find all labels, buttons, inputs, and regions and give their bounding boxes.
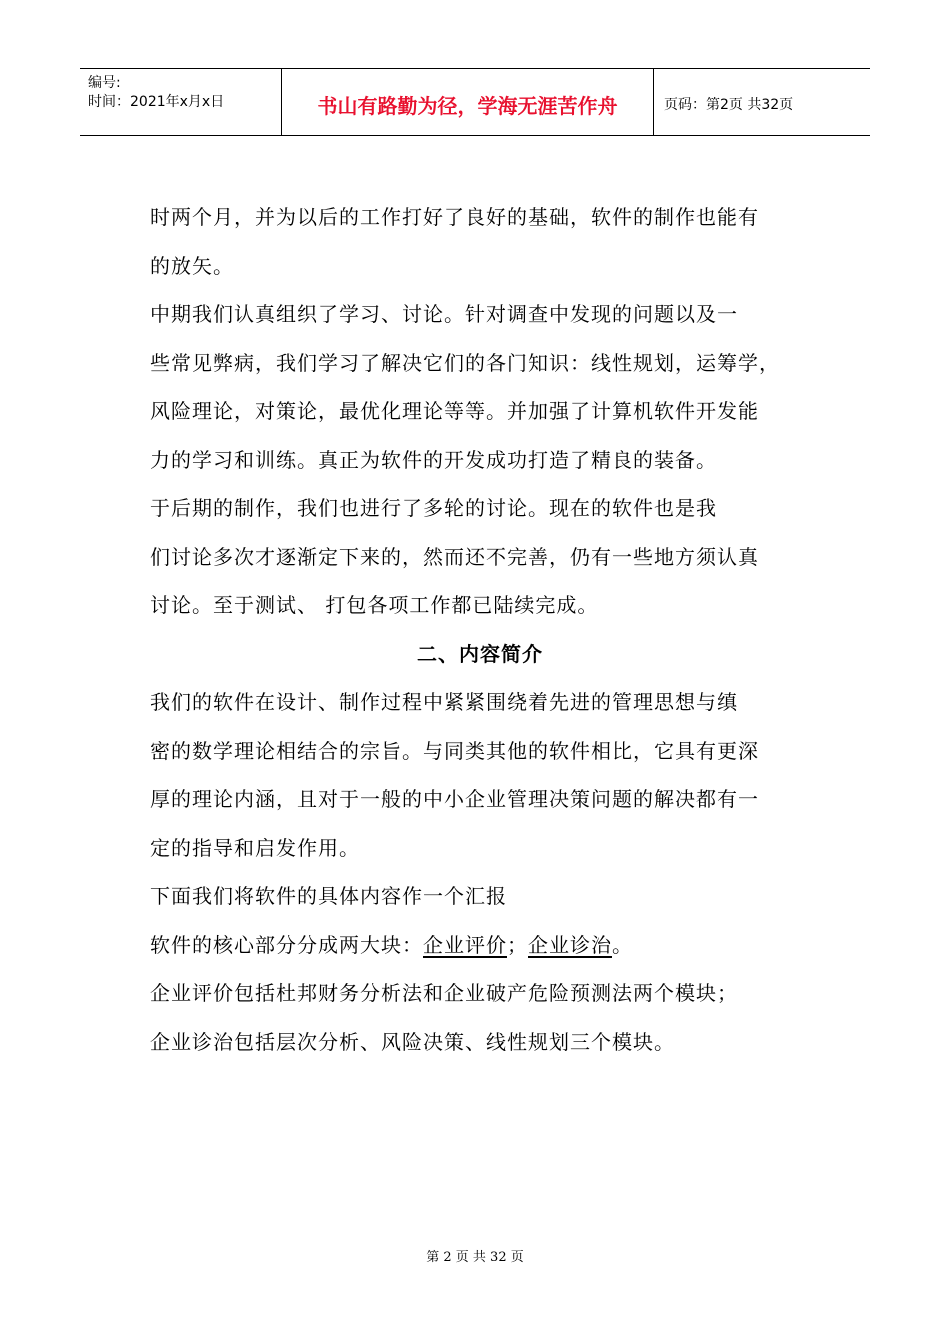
paragraph-line: 中期我们认真组织了学习、讨论。针对调查中发现的问题以及一	[150, 302, 738, 326]
paragraph-line: 们讨论多次才逐渐定下来的，然而还不完善，仍有一些地方须认真	[150, 544, 759, 569]
paragraph-line: 下面我们将软件的具体内容作一个汇报	[150, 884, 507, 908]
motto-text: 书山有路勤为径，学海无涯苦作舟	[317, 93, 618, 118]
number-label: 编号:	[88, 75, 121, 91]
date-label: 时间：2021年x月x日	[88, 94, 225, 110]
paragraph-line: 厚的理论内涵，且对于一般的中小企业管理决策问题的解决都有一	[150, 787, 759, 811]
paragraph-line: 密的数学理论相结合的宗旨。与同类其他的软件相比，它具有更深	[150, 738, 759, 763]
paragraph-line: 风险理论，对策论，最优化理论等等。并加强了计算机软件开发能	[150, 399, 759, 423]
paragraph-line: 时两个月，并为以后的工作打好了良好的基础，软件的制作也能有	[150, 205, 759, 229]
paragraph-line: 讨论。至于测试、 打包各项工作都已陆续完成。	[150, 593, 599, 617]
page-header	[80, 68, 870, 136]
header-motto-cell	[282, 69, 654, 135]
document-body	[150, 193, 810, 1066]
paragraph-line: 的放矢。	[150, 253, 234, 278]
paragraph-line: 些常见弊病，我们学习了解决它们的各门知识：线性规划，运筹学，	[150, 350, 780, 375]
paragraph-line: 力的学习和训练。真正为软件的开发成功打造了精良的装备。	[150, 447, 717, 472]
core-parts-separator: ；	[507, 932, 528, 957]
footer-page-number: 第 2 页 共 32 页	[426, 1250, 524, 1265]
enterprise-diagnosis-link[interactable]: 企业诊治	[528, 932, 612, 957]
paragraph-line: 定的指导和启发作用。	[150, 835, 360, 860]
header-meta-cell	[80, 69, 282, 135]
header-page-cell	[654, 69, 870, 135]
paragraph-line: 企业诊治包括层次分析、风险决策、线性规划三个模块。	[150, 1029, 675, 1054]
core-parts-prefix: 软件的核心部分分成两大块：	[150, 932, 423, 957]
paragraph-line: 于后期的制作，我们也进行了多轮的讨论。现在的软件也是我	[150, 496, 717, 520]
page-footer	[0, 1246, 950, 1265]
section-heading: 二、内容简介	[417, 641, 543, 666]
paragraph-line: 企业评价包括杜邦财务分析法和企业破产危险预测法两个模块；	[150, 981, 738, 1005]
paragraph-line: 我们的软件在设计、制作过程中紧紧围绕着先进的管理思想与缜	[150, 690, 738, 714]
core-parts-line	[150, 921, 810, 970]
enterprise-evaluation-link[interactable]: 企业评价	[423, 932, 507, 957]
core-parts-end: 。	[612, 932, 633, 957]
page-info: 页码：第2页 共32页	[664, 97, 794, 113]
